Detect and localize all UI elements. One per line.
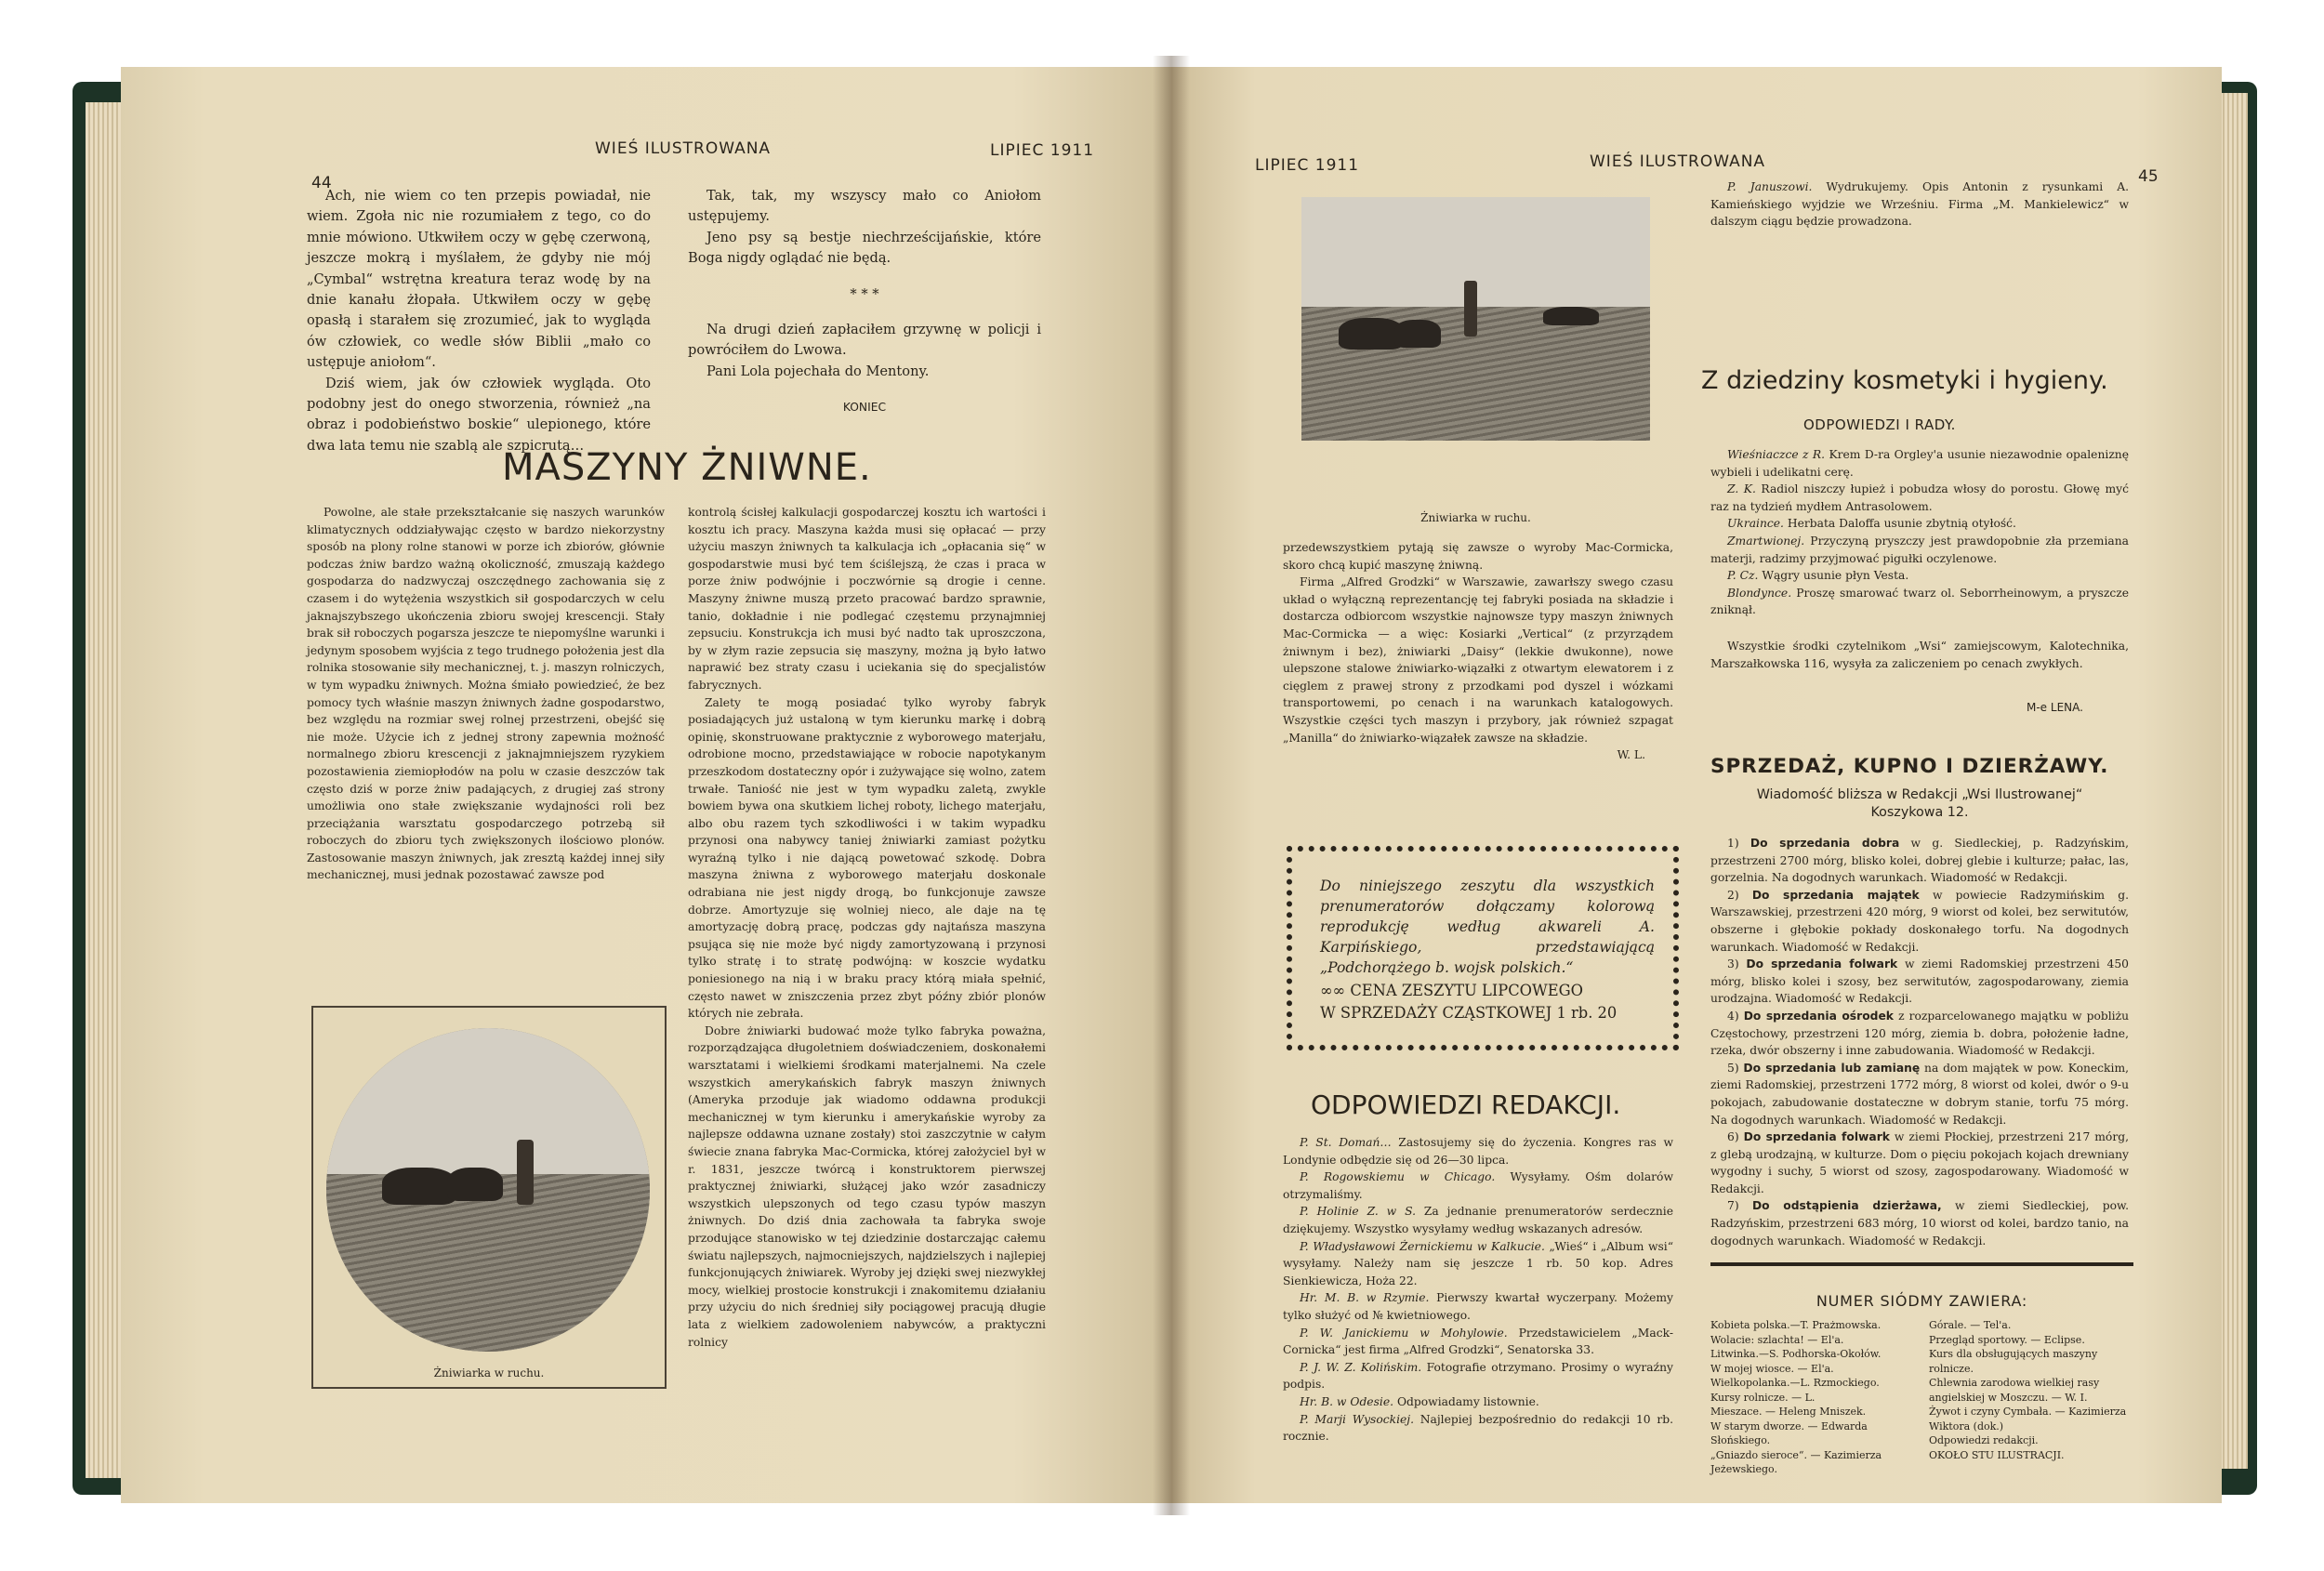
article-title: MASZYNY ŻNIWNE.: [502, 446, 872, 489]
toc-item: W mojej wiosce. — El'a.: [1710, 1362, 1834, 1375]
toc-item: Litwinka.—S. Podhorska-Okołów.: [1710, 1348, 1882, 1360]
story-paragraph: Tak, tak, my wszyscy mało co Aniołom ustępujemy.: [688, 188, 1041, 225]
reply-entry: [1283, 1289, 1673, 1324]
toc-item: OKOŁO STU ILUSTRACJI.: [1929, 1448, 2065, 1461]
section-stars: * * *: [850, 285, 879, 302]
article-paragraph: Zalety te mogą posiadać tylko wyroby fabryk posiadających już ustaloną w tym kierunku markę i dobrą opinię, skonstruowane praktycznie z wyborowego materjału, odrobione mocno, przedstawiające w robocie napotykanym przeszkodom dostateczny opór i zużywające się wolno, zatem trwałe. Taniość nie jest w tym wypadku zaletą, zwykle bowiem bywa ona skutkiem lichej roboty, lichego materjału, albo obu razem tych szkodliwości i w takim wypadku przynosi ona nabywcy taniej żniwiarki zamiast pożytku wyraźną tylko i nie dającą powetować szkodę. Dobra maszyna żniwna z wyborowego materjału doskonale odrabiana nie jest nigdy drogą, bo funkcjonuje zawsze dobrze. Amortyzuje się wolniej nieco, ale daje na tę amortyzację dobrą pracę, podczas gdy najtańsza maszyna psująca się nie może być nigdy zamortyzowaną i przynosi tylko stratę i to stratę podwójną: w koszcie wydatku poniesionego na nią i w braku pracy którą miała spełnić, często nawet w zniszczenia przez zbyt późny zbiór plonów których nie zebrała.: [688, 695, 1046, 1021]
item-heading: Do sprzedania dobra: [1750, 837, 1900, 850]
item-text: Wągry usunie płyn Vesta.: [1762, 569, 1909, 583]
reply-entry: [1283, 1168, 1673, 1203]
item-text: w ziemi Siedleckiej, pow. Radzyńskim, przestrzeni 683 mórg, 10 wiorst od kolei, bardzo tanio, na dogodnych warunkach. Wiadomość w Redakcji.: [1710, 1199, 2129, 1248]
page-edges-right: [2220, 93, 2248, 1469]
item-heading: Zmartwionej.: [1727, 534, 1805, 548]
subscription-notice: [1287, 846, 1679, 1050]
header-date: LIPIEC 1911: [990, 141, 1095, 160]
item-text: Zastosujemy się do życzenia. Kongres ras w Londynie odbędzie się od 26—30 lipca.: [1283, 1136, 1673, 1167]
notice-text: Do niniejszego zeszytu dla wszystkich prenumeratorów dołączamy kolorową reprodukcję według akwareli A. Karpińskiego, przedstawiającą „Podchorążego b. wojsk polskich.“: [1320, 878, 1655, 976]
toc-left-column: [1710, 1318, 1924, 1477]
replies-title: ODPOWIEDZI REDAKCJI.: [1311, 1089, 1621, 1120]
item-text: Odpowiadamy listownie.: [1396, 1394, 1539, 1408]
header-title: WIEŚ ILUSTROWANA: [595, 139, 772, 158]
photo-caption: Żniwiarka w ruchu.: [1420, 511, 1531, 524]
sale-list: [1710, 835, 2129, 1249]
item-text: Pierwszy kwartał wyczerpany. Możemy tylko służyć od № kwietniowego.: [1283, 1291, 1673, 1322]
toc-item: Górale. — Tel'a.: [1929, 1319, 2012, 1331]
reply-entry: [1283, 1359, 1673, 1393]
story-paragraph: Jeno psy są bestje niechrześcijańskie, które Boga nigdy oglądać nie będą.: [688, 229, 1041, 267]
harvester-photo: [326, 1028, 650, 1352]
toc-item: Kurs dla obsługujących maszyny rolnicze.: [1929, 1348, 2098, 1375]
toc-title: NUMER SIÓDMY ZAWIERA:: [1816, 1292, 2028, 1310]
item-text: w ziemi Płockiej, przestrzeni 217 mórg, z glebą urodzajną, w kulturze. Dom o pięciu pokojach kojach drewniany wygodny i suchy, 5 wiorst od szosy, zagospodarowany. Wiadomość w Redakcji.: [1710, 1130, 2129, 1195]
item-text: Najlepiej bezpośrednio do redakcji 10 rb. rocznie.: [1283, 1412, 1673, 1444]
item-text: Wydrukujemy. Opis Antonin z rysunkami A. Kamieńskiego wyjdzie we Wrześniu. Firma „M. Mankielewicz“ w dalszym ciągu będzie prowadzona.: [1710, 180, 2129, 229]
toc-item: Przegląd sportowy. — Eclipse.: [1929, 1333, 2085, 1346]
reply-entry: [1710, 178, 2129, 231]
page-number: 44: [311, 174, 332, 192]
notice-price-line-2: W SPRZEDAŻY CZĄSTKOWEJ 1 rb. 20: [1320, 1004, 1618, 1022]
sale-entry: [1710, 1008, 2129, 1060]
cosmetics-title: Z dziedziny kosmetyki i hygieny.: [1701, 366, 2108, 395]
sale-entry: [1710, 956, 2129, 1008]
item-text: Radiol niszczy łupież i pobudza włosy do porostu. Głowę myć raz na tydzień mydłem Antrasolowem.: [1710, 482, 2129, 513]
article-continuation: [1283, 539, 1673, 764]
item-text: w g. Siedleckiej, p. Radzyńskim, przestrzeni 2700 mórg, blisko kolei, dobrej glebie i kulturze; pałac, las, gorzelnia. Na dogodnych warunkach. Wiadomość w Redakcji.: [1710, 837, 2130, 885]
item-heading: Z. K.: [1727, 482, 1756, 496]
item-heading: P. Władysławowi Żernickiemu w Kalkucie.: [1300, 1239, 1545, 1253]
item-heading: P. Januszowi.: [1727, 180, 1813, 193]
sale-entry: [1710, 887, 2129, 956]
item-text: w powiecie Radzymińskim g. Warszawskiej, przestrzeni 420 mórg, 9 wiorst od kolei, bez serwitutów, obszerne i głębokie pokłady doskonałego torfu. Na dogodnych warunkach. Wiadomość w Redakcji.: [1710, 888, 2129, 954]
item-text: na dom majątek w pow. Koneckim, ziemi Radomskiej, przestrzeni 1772 mórg, 8 wiorst od kolei, dwór o 9-u pokojach, zabudowanie dostateczne w dobrym stanie, torfu 75 mórg. Na dogodnych warunkach. Wiadomość w Redakcji.: [1710, 1061, 2130, 1127]
cosmetics-footer: Wszystkie środki czytelnikom „Wsi“ zamiejscowym, Kalotechnika, Marszałkowska 116, wysyła za zaliczeniem po cenach zwykłych.: [1710, 640, 2129, 670]
item-text: w ziemi Radomskiej przestrzeni 450 mórg, blisko kolei i szosy, bez serwitutów, zagospodarowany, ziemia urodzajna. Wiadomość w Redakcji.: [1710, 957, 2129, 1006]
item-text: Przyczyną pryszczy jest prawdopobnie zła przemiana materji, radzimy przyjmować pigułki oczylenowe.: [1710, 534, 2129, 565]
harvester-photo: [1301, 197, 1650, 441]
story-paragraph: Pani Lola pojechała do Mentony.: [706, 363, 930, 379]
cosmetics-entry: [1710, 515, 2129, 533]
toc-item: Mieszace. — Heleng Mniszek.: [1710, 1406, 1867, 1418]
item-heading: P. Cz.: [1727, 569, 1759, 583]
header-date: LIPIEC 1911: [1255, 156, 1360, 175]
story-paragraph: Dziś wiem, jak ów człowiek wygląda. Oto podobny jest do onego stworzenia, również „na obraz i podobieństwo boskie“ ulepionego, które dwa lata temu nie szablą ale szpicrutą…: [307, 375, 651, 454]
cosmetics-entry: [1710, 585, 2129, 619]
cosmetics-list: [1710, 446, 2129, 619]
reply-entry: [1283, 1238, 1673, 1290]
sale-entry: [1710, 1129, 2129, 1197]
reply-entry: [1283, 1325, 1673, 1359]
item-text: Herbata Daloffa usunie zbytnią otyłość.: [1787, 517, 2016, 531]
item-heading: Do sprzedania lub zamianę: [1743, 1061, 1921, 1075]
reply-entry: [1283, 1393, 1673, 1411]
item-number: 4): [1727, 1009, 1744, 1023]
item-number: 3): [1727, 957, 1747, 971]
sale-entry: [1710, 1197, 2129, 1249]
item-text: Przedstawicielem „Mack-Cornicka“ jest firma „Alfred Grodzki“, Senatorska 33.: [1283, 1326, 1673, 1357]
story-paragraph: Na drugi dzień zapłaciłem grzywnę w policji i powróciłem do Lwowa.: [688, 322, 1041, 359]
cosmetics-entry: [1710, 567, 2129, 585]
cosmetics-signature: M-e LENA.: [2027, 701, 2083, 714]
page-edges-left: [86, 102, 125, 1478]
item-text: Fotografie otrzymano. Prosimy o wyraźny podpis.: [1283, 1360, 1673, 1392]
item-heading: Wieśniaczce z R.: [1727, 448, 1826, 461]
item-heading: Ukraince.: [1727, 517, 1784, 531]
replies-list: [1283, 1134, 1673, 1446]
item-heading: P. W. Janickiemu w Mohylowie.: [1300, 1326, 1508, 1340]
item-heading: Hr. B. w Odesie.: [1300, 1394, 1394, 1408]
story-end: KONIEC: [842, 401, 887, 415]
book-gutter: [1153, 56, 1190, 1515]
toc-item: Odpowiedzi redakcji.: [1929, 1434, 2039, 1446]
article-signature: W. L.: [1617, 748, 1645, 762]
item-heading: P. Holinie Z. w S.: [1300, 1205, 1416, 1219]
toc-right-column: [1929, 1318, 2133, 1462]
divider: [1710, 1262, 2133, 1266]
ornament-icon: ∞∞: [1320, 982, 1346, 999]
item-number: 7): [1727, 1199, 1752, 1213]
notice-price: CENA ZESZYTU LIPCOWEGO: [1350, 982, 1583, 999]
cosmetics-entry: [1710, 446, 2129, 481]
sale-title: SPRZEDAŻ, KUPNO I DZIERŻAWY.: [1710, 755, 2109, 778]
sale-entry: [1710, 835, 2129, 887]
replies-continued: [1710, 178, 2129, 231]
right-page: [1171, 67, 2222, 1503]
toc-item: Chlewnia zarodowa wielkiej rasy angielskiej w Moszczu. — W. I.: [1929, 1377, 2100, 1404]
article-paragraph: kontrolą ścisłej kalkulacji gospodarczej kosztu ich wartości i kosztu ich pracy. Maszyna każda musi się opłacać — przy użyciu maszyn żniwnych ta kalkulacja ich „opłacania się“ w gospodarstwie musi być tem ściślejszą, że czas i praca w porze żniw podwójnie i poczwórnie są drogie i cenne. Maszyny żniwne muszą przeto pracować bardzo sprawnie, tanio, dokładnie i nie podlegać częstemu przynajmniej zepsuciu. Konstrukcja ich musi być nadto tak uproszczona, by w złym razie zepsucia się maszyny, można ją było łatwo naprawić bez straty czasu i uciekania się do specjalistów fabrycznych.: [688, 506, 1046, 692]
item-number: 2): [1727, 888, 1752, 902]
item-text: Wysyłamy. Ośm dolarów otrzymaliśmy.: [1283, 1170, 1673, 1201]
article-column-2: [688, 504, 1046, 1351]
item-heading: Do sprzedania folwark: [1746, 957, 1898, 971]
article-paragraph: przedewszystkiem pytają się zawsze o wyroby Mac-Cormicka, skoro chcą kupić maszynę żniwną.: [1283, 541, 1673, 572]
sale-subtitle: Wiadomość bliższa w Redakcji „Wsi Ilustrowanej“ Koszykowa 12.: [1756, 787, 2083, 820]
item-text: Za jednanie prenumeratorów serdecznie dziękujemy. Wszystko wysyłamy według wskazanych adresów.: [1283, 1205, 1673, 1235]
header-title: WIEŚ ILUSTROWANA: [1590, 152, 1766, 171]
item-number: 6): [1727, 1130, 1744, 1144]
cosmetics-subtitle: ODPOWIEDZI I RADY.: [1803, 416, 1956, 433]
cosmetics-entry: [1710, 533, 2129, 567]
toc-item: Kursy rolnicze. — L.: [1710, 1391, 1816, 1404]
toc-item: Kobieta polska.—T. Prażmowska.: [1710, 1319, 1882, 1331]
item-heading: Do sprzedania majątek: [1751, 888, 1920, 902]
story-column-1: [307, 186, 651, 456]
item-text: Krem D-ra Orgley'a usunie niezawodnie opaleniznę wybieli i udelikatni cerę.: [1710, 448, 2129, 479]
item-heading: P. St. Domań…: [1300, 1136, 1392, 1149]
page-number: 45: [2138, 167, 2159, 186]
reply-entry: [1283, 1134, 1673, 1168]
item-number: 1): [1727, 837, 1750, 850]
item-text: z rozparcelowanego majątku w pobliżu Częstochowy, przestrzeni 120 mórg, ziemia b. dobra, położenie ładne, rzeka, dwór obszerny i inne zabudowania. Wiadomość w Redakcji.: [1710, 1009, 2129, 1058]
item-heading: P. Rogowskiemu w Chicago.: [1300, 1170, 1496, 1184]
article-paragraph: Dobre żniwiarki budować może tylko fabryka poważna, rozporządzająca długoletniem doświadczeniem, doskonałemi warsztatami i wielkiemi środkami materjalnemi. Na czele wszystkich amerykańskich fabryk maszyn żniwnych (Ameryka przoduje jak wiadomo oddawna produkcji mechanicznej w tym kierunku i amerykańskie wyroby za najlepsze oddawna uznane zostały) stoi zaszczytnie w całym świecie znana fabryka Mac-Cormicka, której założyciel był w r. 1831, jeszcze twórcą i konstruktorem pierwszej praktycznej żniwiarki, służącej jako wzór zasadniczy wszystkich ulepszonych od tego czasu typów maszyn żniwnych. Do dziś dnia zachowała ta fabryka swoje przodujące stanowisko w tej dziedzinie dostarczając całemu światu najlepszych, najmocniejszych, najdzielszych i najlepiej funkcjonujących żniwiarek. Wyroby jej dzięki swej niezwykłej mocy, wielkiej prostocie konstrukcji i znakomitemu działaniu przy użyciu do nich średniej siły pociągowej pracują długie lata z wielkiem zadowoleniem nabywców, a praktyczni rolnicy: [688, 1023, 1046, 1349]
story-column-2: [688, 186, 1041, 416]
item-heading: P. Marji Wysockiej.: [1300, 1412, 1415, 1426]
toc-item: Żywot i czyny Cymbała. — Kazimierza Wiktora (dok.): [1929, 1406, 2127, 1432]
cosmetics-entry: [1710, 481, 2129, 515]
reply-entry: [1283, 1203, 1673, 1237]
item-heading: P. J. W. Z. Kolińskim.: [1300, 1360, 1422, 1374]
reply-entry: [1283, 1411, 1673, 1446]
photo-caption: Żniwiarka w ruchu.: [433, 1366, 545, 1380]
article-column-1: [307, 504, 665, 884]
toc-item: Wolacie: szlachta! — El'a.: [1710, 1333, 1844, 1346]
toc-item: W starym dworze. — Edwarda Słońskiego.: [1710, 1419, 1868, 1446]
toc-item: Wielkopolanka.—L. Rzmockiego.: [1710, 1377, 1880, 1389]
article-paragraph: Powolne, ale stałe przekształcanie się naszych warunków klimatycznych oddziaływając często w bardzo niekorzystny sposób na plony rolne stanowi w porze ich zbiorów, głównie podczas żniw bardzo ważną okoliczność, zmuszają każdego gospodarza do nadzwyczaj oszczędnego zachowania się z czasem i do wytężenia wszystkich sił gospodarczych w celu jaknajszybszego ukończenia zbioru swojej krescencji. Stały brak sił roboczych pogarsza jeszcze te niepomyślne warunki i jedynym sposobem wyjścia z tego trudnego położenia jest dla rolnika stosowanie siły mechanicznej, t. j. maszyn rolniczych, w tym wypadku żniwnych. Można śmiało powiedzieć, że bez pomocy tych właśnie maszyn żniwnych żadne gospodarstwo, bez względu na rozmiar swej rolnej przestrzeni, obejść się nie może. Użycie ich z jednej strony zapewnia możność normalnego zbioru krescencji z jaknajmniejszem ryzykiem pozostawienia ziemiopłodów na polu w czasie deszczów tak często dziś w porze żniw padających, z drugiej zaś strony umożliwia ono stałe zwiększanie wydajności roli bez przeciążania warsztatu gospodarczego potrzebą sił roboczych do zbioru tych zwiększonych ilościowo plonów. Zastosowanie maszyn żniwnych, jak zresztą każdej innej siły mechanicznej, musi jednak pozostawać zawsze pod: [307, 506, 665, 882]
left-page: [121, 67, 1171, 1503]
item-number: 5): [1727, 1061, 1744, 1075]
toc-item: „Gniazdo sieroce“. — Kazimierza Jeżewskiego.: [1710, 1448, 1882, 1475]
item-heading: Do sprzedania folwark: [1743, 1130, 1890, 1144]
item-heading: Blondynce.: [1727, 586, 1792, 600]
item-text: Proszę smarować twarz ol. Seborrheinowym, a pryszcze zniknął.: [1710, 586, 2129, 617]
article-paragraph: Firma „Alfred Grodzki“ w Warszawie, zawarłszy swego czasu układ o wyłączną reprezentancję tej fabryki posiada na składzie i dostarcza odbiorcom wszystkie najnowsze typy maszyn żniwnych Mac-Cormicka — a więc: Kosiarki „Vertical“ (z przyrządem żniwnym i bez), żniwiarki „Daisy“ (lekkie dwukonne), nowe ulepszone stalowe żniwiarko-wiązałki z otwartym elewatorem i z cięglem z prawej strony z przodkami pod dyszel i wózkami transportowemi, po cenach i na warunkach katalogowych. Wszystkie części tych maszyn i przybory, jak również szpagat „Manilla“ do żniwiarko-wiązałek zawsze na składzie.: [1283, 575, 1673, 745]
item-heading: Do odstąpienia dzierżawa,: [1751, 1199, 1942, 1213]
sale-entry: [1710, 1060, 2129, 1129]
notice-price-line-1: [1320, 982, 1583, 999]
item-heading: Hr. M. B. w Rzymie.: [1300, 1291, 1430, 1305]
harvester-photo-frame: [311, 1006, 667, 1389]
item-heading: Do sprzedania ośrodek: [1743, 1009, 1894, 1023]
item-text: „Wieś“ i „Album wsi“ wysyłamy. Należy nam się jeszcze 1 rb. 50 kop. Adres Sienkiewicza, Hoża 22.: [1283, 1239, 1673, 1287]
story-paragraph: Ach, nie wiem co ten przepis powiadał, nie wiem. Zgoła nic nie rozumiałem z tego, co do mnie mówiono. Utkwiłem oczy w gębę czerwoną, jeszcze mokrą i myślałem, że gdyby nie mój „Cymbal“ wstrętna kreatura teraz wodę by na dnie kanału żłopała. Utkwiłem oczy w gębę opasłą i starałem się zrozumieć, jak to wygląda ów człowiek, co wedle słów Biblii „mało co ustępuje aniołom“.: [307, 188, 651, 371]
